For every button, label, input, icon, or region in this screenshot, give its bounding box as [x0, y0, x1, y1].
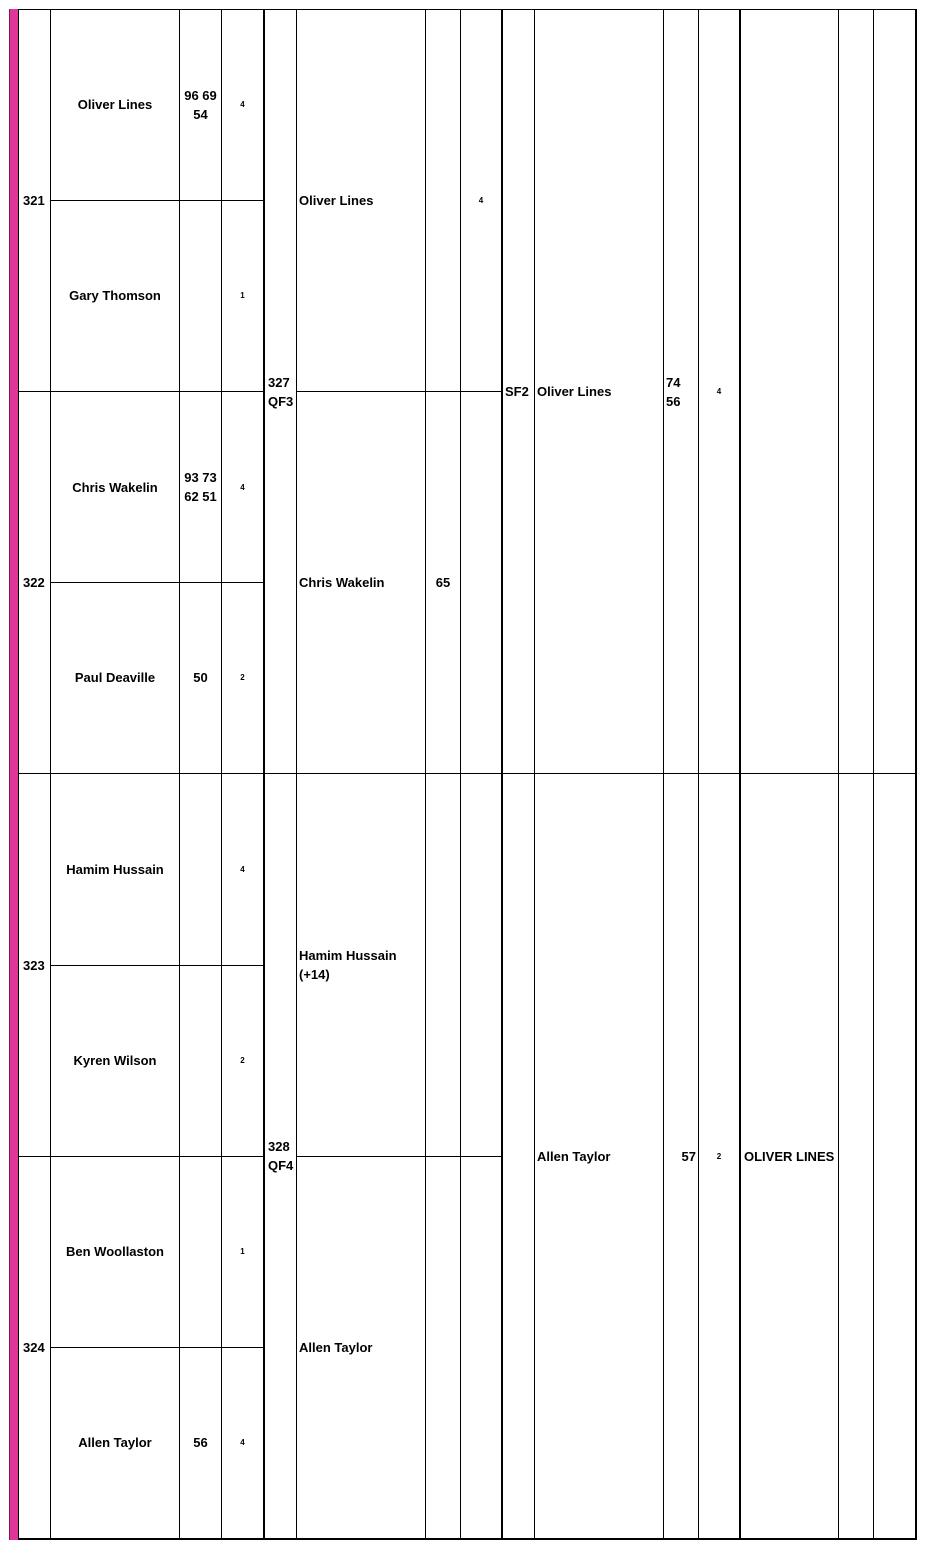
breaks: 93 73	[184, 470, 217, 485]
breaks: 62 51	[184, 489, 217, 504]
player-name: Hamim Hussain	[66, 862, 164, 877]
grid-line	[18, 9, 917, 10]
match-label: SF2	[505, 384, 529, 399]
grid-line	[838, 9, 839, 1540]
grid-line	[873, 9, 874, 1540]
frame-score: 2	[240, 1056, 245, 1065]
grid-line	[915, 9, 917, 1540]
frame-score: 4	[478, 196, 484, 205]
player-name: Oliver Lines	[537, 384, 612, 399]
breaks: 54	[193, 107, 208, 122]
breaks: 57	[681, 1149, 696, 1164]
frame-score: 1	[240, 291, 245, 300]
player-name: Gary Thomson	[69, 288, 161, 303]
match-label: QF3	[268, 394, 294, 409]
frame-score: 2	[240, 673, 245, 682]
match-number: 328	[268, 1139, 290, 1154]
player-name: Kyren Wilson	[73, 1053, 157, 1068]
grid-line	[296, 391, 501, 392]
final-winner: OLIVER LINES	[744, 1149, 835, 1164]
grid-line	[698, 9, 699, 1540]
grid-line	[534, 9, 535, 1540]
match-label: QF4	[268, 1158, 294, 1173]
grid-line	[179, 9, 180, 1540]
frame-score: 4	[240, 1438, 245, 1447]
frame-score: 4	[240, 865, 245, 874]
match-number: 324	[23, 1340, 45, 1355]
grid-line	[18, 773, 917, 774]
grid-line	[739, 9, 741, 1540]
grid-line	[663, 9, 664, 1540]
frame-score: 2	[716, 1152, 722, 1161]
player-name: Oliver Lines	[299, 193, 374, 208]
match-number: 321	[23, 193, 45, 208]
player-name: Paul Deaville	[74, 670, 156, 685]
match-number: 322	[23, 575, 45, 590]
frame-score: 1	[240, 1247, 245, 1256]
grid-line	[50, 965, 263, 966]
breaks: 96 69	[184, 88, 217, 103]
player-name: Allen Taylor	[537, 1149, 611, 1164]
breaks: 65	[435, 575, 451, 590]
grid-line	[50, 1347, 263, 1348]
grid-line	[18, 1538, 917, 1540]
grid-line	[50, 200, 263, 201]
grid-line	[50, 582, 263, 583]
player-name: Chris Wakelin	[299, 575, 385, 590]
grid-line	[425, 9, 426, 1540]
player-name: Chris Wakelin	[72, 480, 158, 495]
grid-line	[296, 9, 297, 1540]
player-name: Hamim Hussain	[299, 948, 397, 963]
match-number: 323	[23, 958, 45, 973]
player-name: Allen Taylor	[78, 1435, 152, 1450]
frame-score: 4	[240, 483, 245, 492]
breaks: 74	[666, 375, 681, 390]
grid-line	[460, 9, 461, 1540]
player-name: Ben Woollaston	[66, 1244, 164, 1259]
player-name: Allen Taylor	[299, 1340, 373, 1355]
grid-line	[501, 9, 503, 1540]
grid-line	[263, 9, 265, 1540]
grid-line	[221, 9, 222, 1540]
frame-score: 4	[240, 100, 245, 109]
frame-score: 4	[716, 387, 722, 396]
match-number: 327	[268, 375, 290, 390]
breaks: 50	[193, 670, 208, 685]
breaks: 56	[193, 1435, 208, 1450]
grid-line	[18, 391, 263, 392]
grid-line	[296, 1156, 501, 1157]
handicap-note: (+14)	[299, 967, 330, 982]
grid-line	[18, 9, 19, 1540]
breaks: 56	[666, 394, 681, 409]
grid-line	[50, 9, 51, 1540]
player-name: Oliver Lines	[77, 97, 153, 112]
grid-line	[18, 1156, 263, 1157]
